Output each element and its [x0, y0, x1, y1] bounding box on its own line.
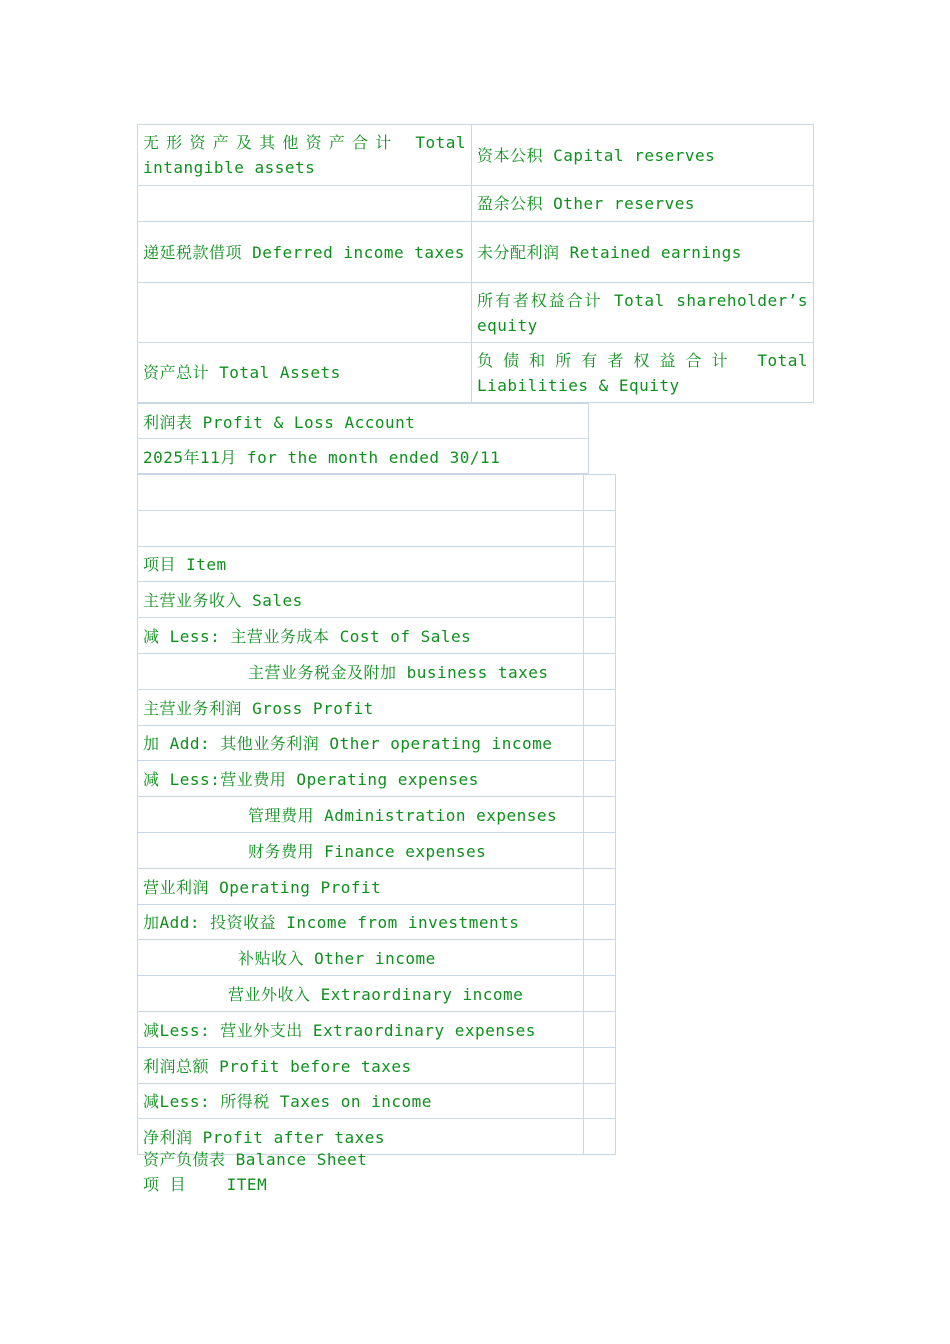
retained-earnings-label: 未分配利润 Retained earnings — [472, 222, 814, 283]
table-row — [138, 222, 814, 283]
table-row — [138, 475, 616, 511]
value-cell — [584, 1119, 616, 1155]
profit-loss-title: 利润表 Profit & Loss Account — [138, 404, 589, 439]
value-cell — [584, 653, 616, 689]
capital-reserves-label: 资本公积 Capital reserves — [472, 125, 814, 186]
row-label: 加 Add: 其他业务利润 Other operating income — [138, 725, 584, 761]
table-row — [138, 725, 616, 761]
profit-loss-table — [137, 474, 616, 1155]
balance-sheet-title: 资产负债表 Balance Sheet — [143, 1150, 368, 1169]
table-row — [138, 186, 814, 222]
table-row — [138, 832, 616, 868]
value-cell — [584, 510, 616, 546]
table-row — [138, 868, 616, 904]
item-label: 项 目 ITEM — [143, 1175, 268, 1194]
table-row — [138, 618, 616, 654]
table-row — [138, 283, 814, 343]
table-row — [138, 940, 616, 976]
row-label: 主营业务税金及附加 business taxes — [138, 653, 584, 689]
empty-cell — [138, 283, 472, 343]
row-label: 利润总额 Profit before taxes — [138, 1047, 584, 1083]
row-label: 主营业务收入 Sales — [138, 582, 584, 618]
value-cell — [584, 618, 616, 654]
value-cell — [584, 832, 616, 868]
other-reserves-label: 盈余公积 Other reserves — [472, 186, 814, 222]
empty-cell — [138, 186, 472, 222]
value-cell — [584, 1083, 616, 1119]
table-row — [138, 404, 589, 439]
value-cell — [584, 546, 616, 582]
row-label: 营业利润 Operating Profit — [138, 868, 584, 904]
value-cell — [584, 582, 616, 618]
value-cell — [584, 1047, 616, 1083]
value-cell — [584, 940, 616, 976]
value-cell — [584, 797, 616, 833]
value-cell — [584, 904, 616, 940]
profit-loss-header-table — [137, 403, 589, 474]
table-row — [138, 904, 616, 940]
value-cell — [584, 689, 616, 725]
table-row — [138, 439, 589, 474]
value-cell — [584, 475, 616, 511]
table-row — [138, 582, 616, 618]
row-label: 减 Less:营业费用 Operating expenses — [138, 761, 584, 797]
value-cell — [584, 725, 616, 761]
table-row — [138, 761, 616, 797]
item-header: 项目 Item — [138, 546, 584, 582]
value-cell — [584, 868, 616, 904]
table-row — [138, 689, 616, 725]
empty-cell — [138, 475, 584, 511]
value-cell — [584, 761, 616, 797]
row-label: 营业外收入 Extraordinary income — [138, 976, 584, 1012]
balance-sheet-tail-table — [137, 124, 814, 403]
balance-sheet-heading — [143, 1147, 367, 1197]
deferred-income-taxes-label: 递延税款借项 Deferred income taxes — [138, 222, 472, 283]
row-label: 加Add: 投资收益 Income from investments — [138, 904, 584, 940]
total-shareholders-equity-label: 所有者权益合计 Total shareholder’s equity — [472, 283, 814, 343]
table-row — [138, 125, 814, 186]
row-label: 管理费用 Administration expenses — [138, 797, 584, 833]
table-row — [138, 1083, 616, 1119]
table-row — [138, 976, 616, 1012]
table-row — [138, 797, 616, 833]
total-liabilities-equity-label: 负债和所有者权益合计 Total Liabilities & Equity — [472, 343, 814, 403]
row-label: 减 Less: 主营业务成本 Cost of Sales — [138, 618, 584, 654]
row-label: 主营业务利润 Gross Profit — [138, 689, 584, 725]
table-row — [138, 510, 616, 546]
row-label: 财务费用 Finance expenses — [138, 832, 584, 868]
row-label: 补贴收入 Other income — [138, 940, 584, 976]
row-label: 净利润 Profit after taxes — [138, 1119, 584, 1155]
table-row — [138, 1047, 616, 1083]
total-assets-label: 资产总计 Total Assets — [138, 343, 472, 403]
table-row — [138, 546, 616, 582]
table-row — [138, 1011, 616, 1047]
value-cell — [584, 1011, 616, 1047]
table-row — [138, 653, 616, 689]
row-label: 减Less: 所得税 Taxes on income — [138, 1083, 584, 1119]
profit-loss-period: 2025年11月 for the month ended 30/11 — [138, 439, 589, 474]
row-label: 减Less: 营业外支出 Extraordinary expenses — [138, 1011, 584, 1047]
empty-cell — [138, 510, 584, 546]
total-intangible-assets-label: 无形资产及其他资产合计 Total intangible assets — [138, 125, 472, 186]
table-row — [138, 343, 814, 403]
value-cell — [584, 976, 616, 1012]
